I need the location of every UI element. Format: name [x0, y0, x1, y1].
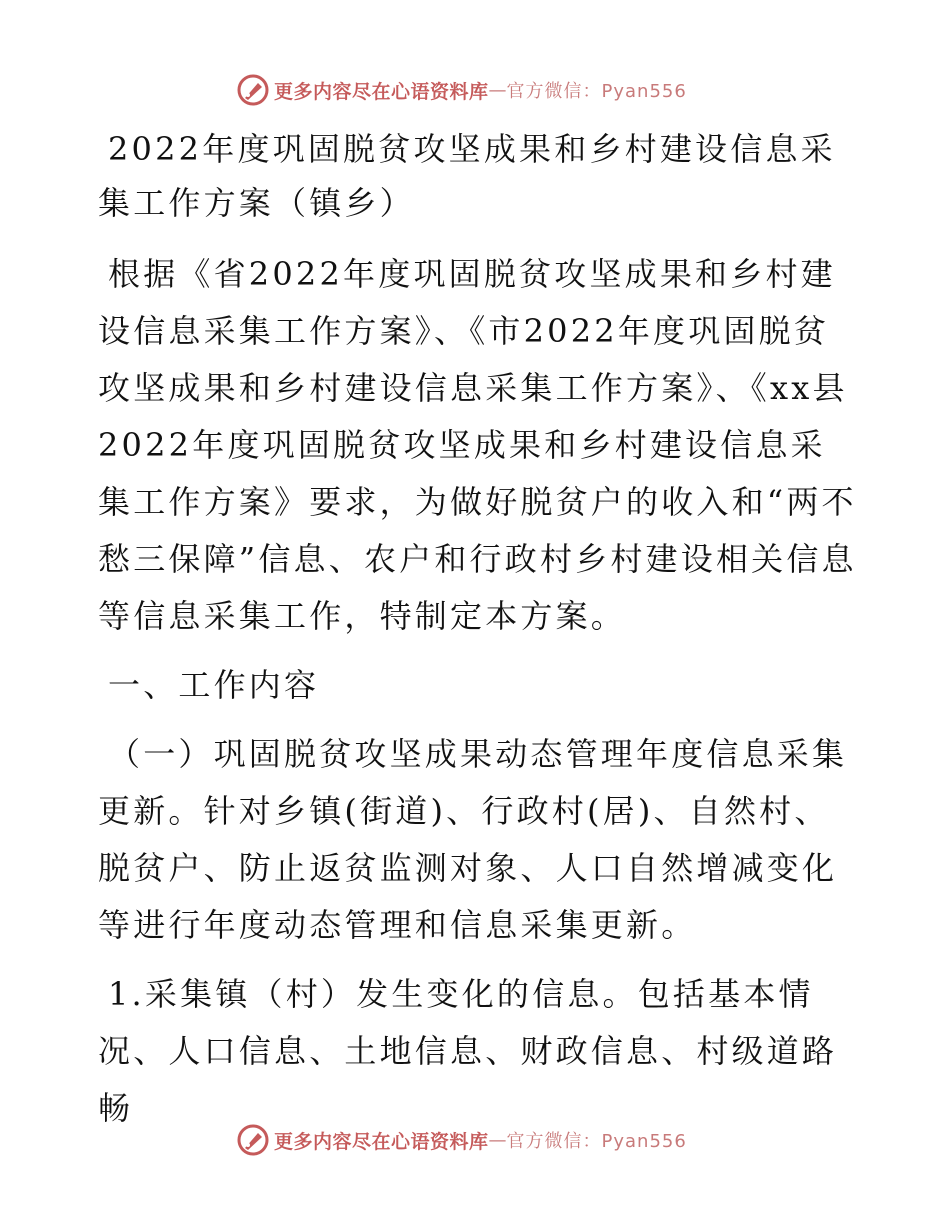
watermark-main-text: 更多内容尽在心语资料库 [274, 80, 489, 103]
watermark-main-text: 更多内容尽在心语资料库 [274, 1130, 489, 1153]
intro-paragraph: 根据《省2022年度巩固脱贫攻坚成果和乡村建设信息采集工作方案》、《市2022年度巩固脱贫攻坚成果和乡村建设信息采集工作方案》、《xx县2022年度巩固脱贫攻坚成果和乡村建设信息采集工作方案》要求，为做好脱贫户的收入和“两不愁三保障”信息、农户和行政村乡村建设相关信息等信息采集工作，特制定本方案。 [98, 255, 857, 635]
item-paragraph: 1.采集镇（村）发生变化的信息。包括基本情况、人口信息、土地信息、财政信息、村级道路畅 [98, 975, 838, 1127]
watermark-banner-bottom [236, 1122, 687, 1158]
watermark-sub-text: 官方微信：Pyan556 [506, 1131, 687, 1152]
pen-nib-logo-icon [236, 73, 270, 107]
watermark-separator: — [488, 1129, 507, 1151]
watermark-separator: — [488, 79, 507, 101]
document-title: 2022年度巩固脱贫攻坚成果和乡村建设信息采集工作方案（镇乡） [98, 130, 836, 222]
document-body [98, 122, 858, 1149]
watermark-banner-top [236, 72, 687, 108]
section-heading: 一、工作内容 [108, 666, 320, 704]
subsection-paragraph: （一）巩固脱贫攻坚成果动态管理年度信息采集更新。针对乡镇(街道)、行政村(居)、自然村、脱贫户、防止返贫监测对象、人口自然增减变化等进行年度动态管理和信息采集更新。 [98, 735, 848, 944]
watermark-sub-text: 官方微信：Pyan556 [506, 81, 687, 102]
pen-nib-logo-icon [236, 1123, 270, 1157]
